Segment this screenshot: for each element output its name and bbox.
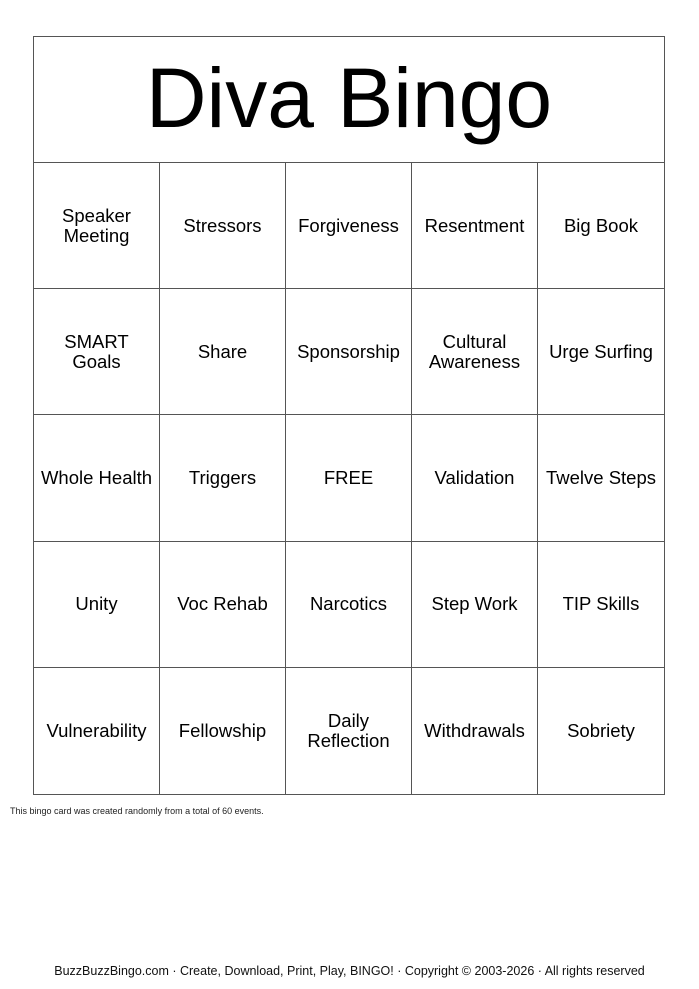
bingo-cell: Withdrawals xyxy=(412,668,538,794)
bingo-cell: Whole Health xyxy=(34,415,160,541)
bingo-cell: Cultural Awareness xyxy=(412,289,538,415)
bingo-grid xyxy=(34,163,664,794)
bingo-cell: SMART Goals xyxy=(34,289,160,415)
bingo-cell: Step Work xyxy=(412,542,538,668)
bingo-cell: Unity xyxy=(34,542,160,668)
bingo-cell: Sobriety xyxy=(567,719,635,741)
bingo-cell: Fellowship xyxy=(160,668,286,794)
bingo-cell: TIP Skills xyxy=(538,542,664,668)
bingo-cell: Voc Rehab xyxy=(160,542,286,668)
bingo-cell: Triggers xyxy=(160,415,286,541)
generation-note: This bingo card was created randomly from a total of 60 events. xyxy=(10,806,264,816)
bingo-cell: Share xyxy=(160,289,286,415)
bingo-cell: Narcotics xyxy=(286,542,412,668)
bingo-cell: Sponsorship xyxy=(286,289,412,415)
copyright-footer: BuzzBuzzBingo.com · Create, Download, Print, Play, BINGO! · Copyright © 2003-2026 · All rights reserved xyxy=(54,964,645,978)
bingo-free-cell: FREE xyxy=(286,415,412,541)
bingo-cell: Validation xyxy=(412,415,538,541)
bingo-cell: Urge Surfing xyxy=(538,289,664,415)
bingo-cell: Resentment xyxy=(412,163,538,289)
bingo-cell: Forgiveness xyxy=(286,163,412,289)
bingo-cell: Twelve Steps xyxy=(538,415,664,541)
card-title: Diva Bingo xyxy=(34,37,664,163)
bingo-cell: Stressors xyxy=(160,163,286,289)
bingo-cell: Vulnerability xyxy=(34,668,160,794)
bingo-cell: Speaker Meeting xyxy=(34,163,160,289)
bingo-cell: Daily Reflection xyxy=(286,668,412,794)
bingo-cell: Big Book xyxy=(538,163,664,289)
bingo-card xyxy=(33,36,665,795)
